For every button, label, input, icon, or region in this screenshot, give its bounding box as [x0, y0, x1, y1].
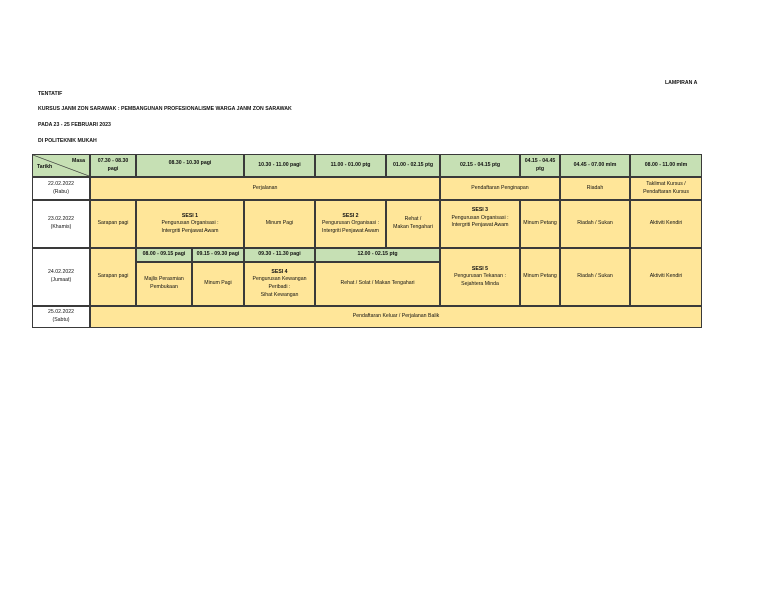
time-header-1100: 11.00 - 01.00 ptg: [315, 154, 386, 177]
lampiran-label: LAMPIRAN A: [665, 80, 698, 86]
sesi3-cell: SESI 3 Pengurusan Organisasi : Intergriti Penjawat Awam: [440, 200, 520, 248]
course-title: KURSUS JANM ZON SARAWAK : PEMBANGUNAN PROFESIONALISME WARGA JANM ZON SARAWAK: [38, 106, 292, 112]
subtime-0800: 08.00 - 09.15 pagi: [136, 248, 192, 262]
time-header-1030: 10.30 - 11.00 pagi: [244, 154, 315, 177]
aktiviti-kendiri-cell-23: Aktiviti Kendiri: [630, 200, 702, 248]
pendaftaran-penginapan-cell: Pendaftaran Penginapan: [440, 177, 560, 200]
date-cell-24: 24.02.2022 (Jumaat): [32, 248, 90, 306]
sesi2-cell: SESI 2 Pengurusan Organisasi : Intergriti Penjawat Awam: [315, 200, 386, 248]
sesi5-cell: SESI 5 Pengurusan Tekanan : Sejahtera Minda: [440, 248, 520, 306]
corner-cell: [32, 154, 90, 177]
time-header-0800: 08.00 - 11.00 mlm: [630, 154, 702, 177]
minum-pagi-cell-24: Minum Pagi: [192, 262, 244, 306]
time-header-0415: 04.15 - 04.45 ptg: [520, 154, 560, 177]
time-header-0830: 08.30 - 10.30 pagi: [136, 154, 244, 177]
majlis-perasmian-cell: Majlis Perasmian Pembukaan: [136, 262, 192, 306]
sarapan-cell-24: Sarapan pagi: [90, 248, 136, 306]
masa-label: Masa: [72, 158, 85, 164]
minum-petang-cell-24: Minum Petang: [520, 248, 560, 306]
rehat-solat-cell: Rehat / Solat / Makan Tengahari: [315, 262, 440, 306]
course-venue: DI POLITEKNIK MUKAH: [38, 138, 97, 144]
perjalanan-cell: Perjalanan: [90, 177, 440, 200]
date-cell-25: 25.02.2022 (Sabtu): [32, 306, 90, 328]
subtime-0915: 09.15 - 09.30 pagi: [192, 248, 244, 262]
minum-petang-cell-23: Minum Petang: [520, 200, 560, 248]
rehat-cell-23: Rehat / Makan Tengahari: [386, 200, 440, 248]
time-header-0730: 07.30 - 08.30 pagi: [90, 154, 136, 177]
pendaftaran-keluar-cell: Pendaftaran Keluar / Perjalanan Balik: [90, 306, 702, 328]
date-cell-22: 22.02.2022 (Rabu): [32, 177, 90, 200]
riadah-cell-22: Riadah: [560, 177, 630, 200]
riadah-sukan-cell-24: Riadah / Sukan: [560, 248, 630, 306]
sesi4-cell: SESI 4 Pengurusan Kewangan Peribadi : Sihat Kewangan: [244, 262, 315, 306]
sesi1-cell: SESI 1 Pengurusan Organisasi : Intergriti Penjawat Awam: [136, 200, 244, 248]
time-header-0445: 04.45 - 07.00 mlm: [560, 154, 630, 177]
minum-pagi-cell-23: Minum Pagi: [244, 200, 315, 248]
time-header-0215: 02.15 - 04.15 ptg: [440, 154, 520, 177]
sarapan-cell-23: Sarapan pagi: [90, 200, 136, 248]
subtime-0930: 09.30 - 11.30 pagi: [244, 248, 315, 262]
aktiviti-kendiri-cell-24: Aktiviti Kendiri: [630, 248, 702, 306]
schedule-table: [32, 154, 702, 328]
course-dates: PADA 23 - 25 FEBRUARI 2023: [38, 122, 111, 128]
taklimat-cell: Taklimat Kursus / Pendaftaran Kursus: [630, 177, 702, 200]
time-header-0100: 01.00 - 02.15 ptg: [386, 154, 440, 177]
riadah-sukan-cell-23: Riadah / Sukan: [560, 200, 630, 248]
tentatif-heading: TENTATIF: [38, 91, 63, 97]
date-cell-23: 23.02.2022 (Khamis): [32, 200, 90, 248]
subtime-1200: 12.00 - 02.15 ptg: [315, 248, 440, 262]
tarikh-label: Tarikh: [37, 164, 53, 171]
